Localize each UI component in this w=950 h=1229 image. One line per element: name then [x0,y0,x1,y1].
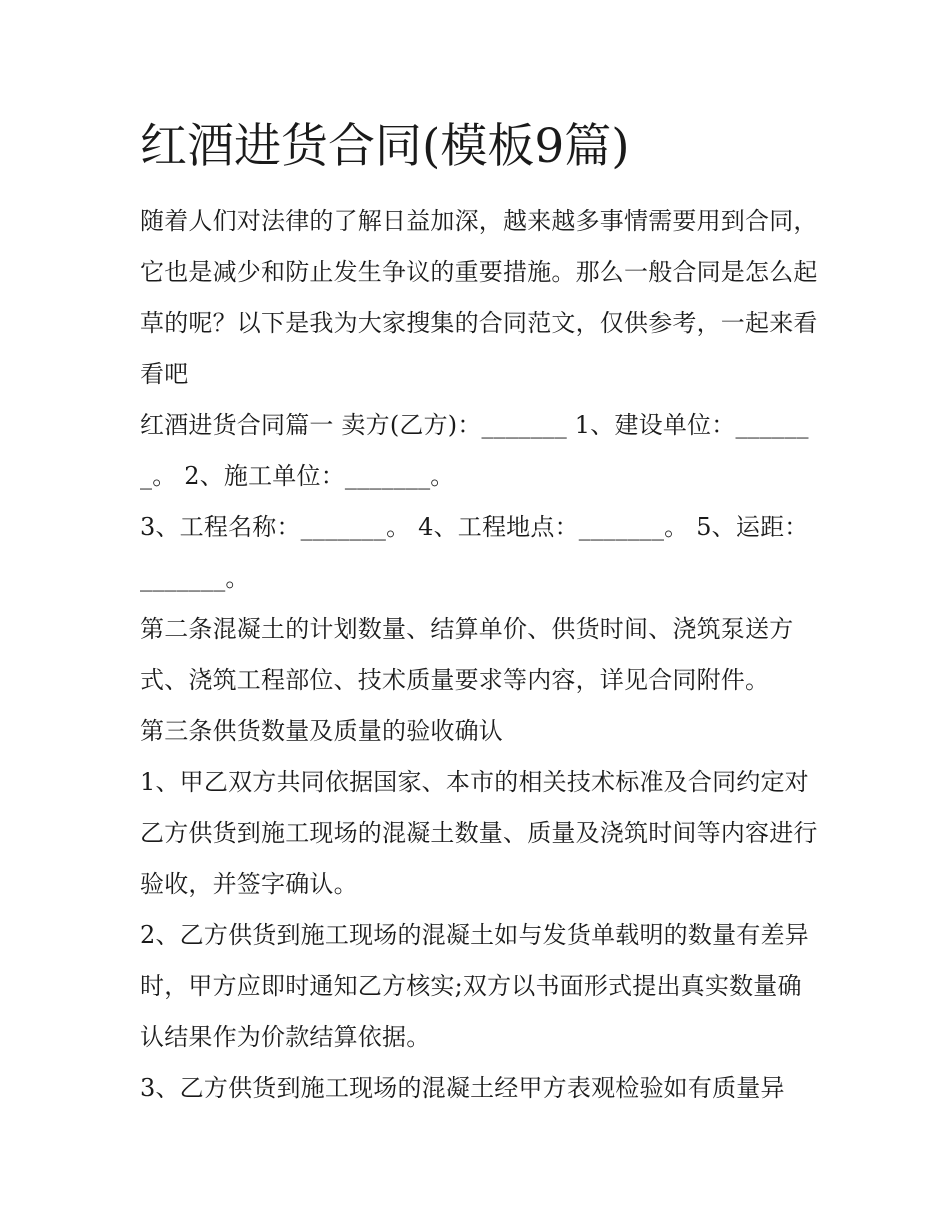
intro-paragraph: 随着人们对法律的了解日益加深，越来越多事情需要用到合同，它也是减少和防止发生争议的重要措施。那么一般合同是怎么起草的呢？以下是我为大家搜集的合同范文，仅供参考，一起来看看吧 [140,207,818,388]
document-title: 红酒进货合同(模板9篇) [140,119,630,174]
document-page [140,112,820,1114]
clause-one-paragraph: 1、甲乙双方共同依据国家、本市的相关技术标准及合同约定对乙方供货到施工现场的混凝土数量、质量及浇筑时间等内容进行验收，并签字确认。 [140,768,818,898]
article-two-paragraph: 第二条混凝土的计划数量、结算单价、供货时间、浇筑泵送方式、浇筑工程部位、技术质量要求等内容，详见合同附件。 [140,615,794,694]
project-info-paragraph: 3、工程名称：_______。 4、工程地点：_______。 5、运距：_______。 [140,513,809,592]
clause-three-paragraph: 3、乙方供货到施工现场的混凝土经甲方表观检验如有质量异 [140,1074,785,1102]
article-three-heading: 第三条供货数量及质量的验收确认 [140,717,503,745]
clause-two-paragraph: 2、乙方供货到施工现场的混凝土如与发货单载明的数量有差异时，甲方应即时通知乙方核实;双方以书面形式提出真实数量确认结果作为价款结算依据。 [140,921,809,1051]
contract-header-paragraph: 红酒进货合同篇一 卖方(乙方)：_______ 1、建设单位：_______。 2、施工单位：_______。 [140,411,809,490]
